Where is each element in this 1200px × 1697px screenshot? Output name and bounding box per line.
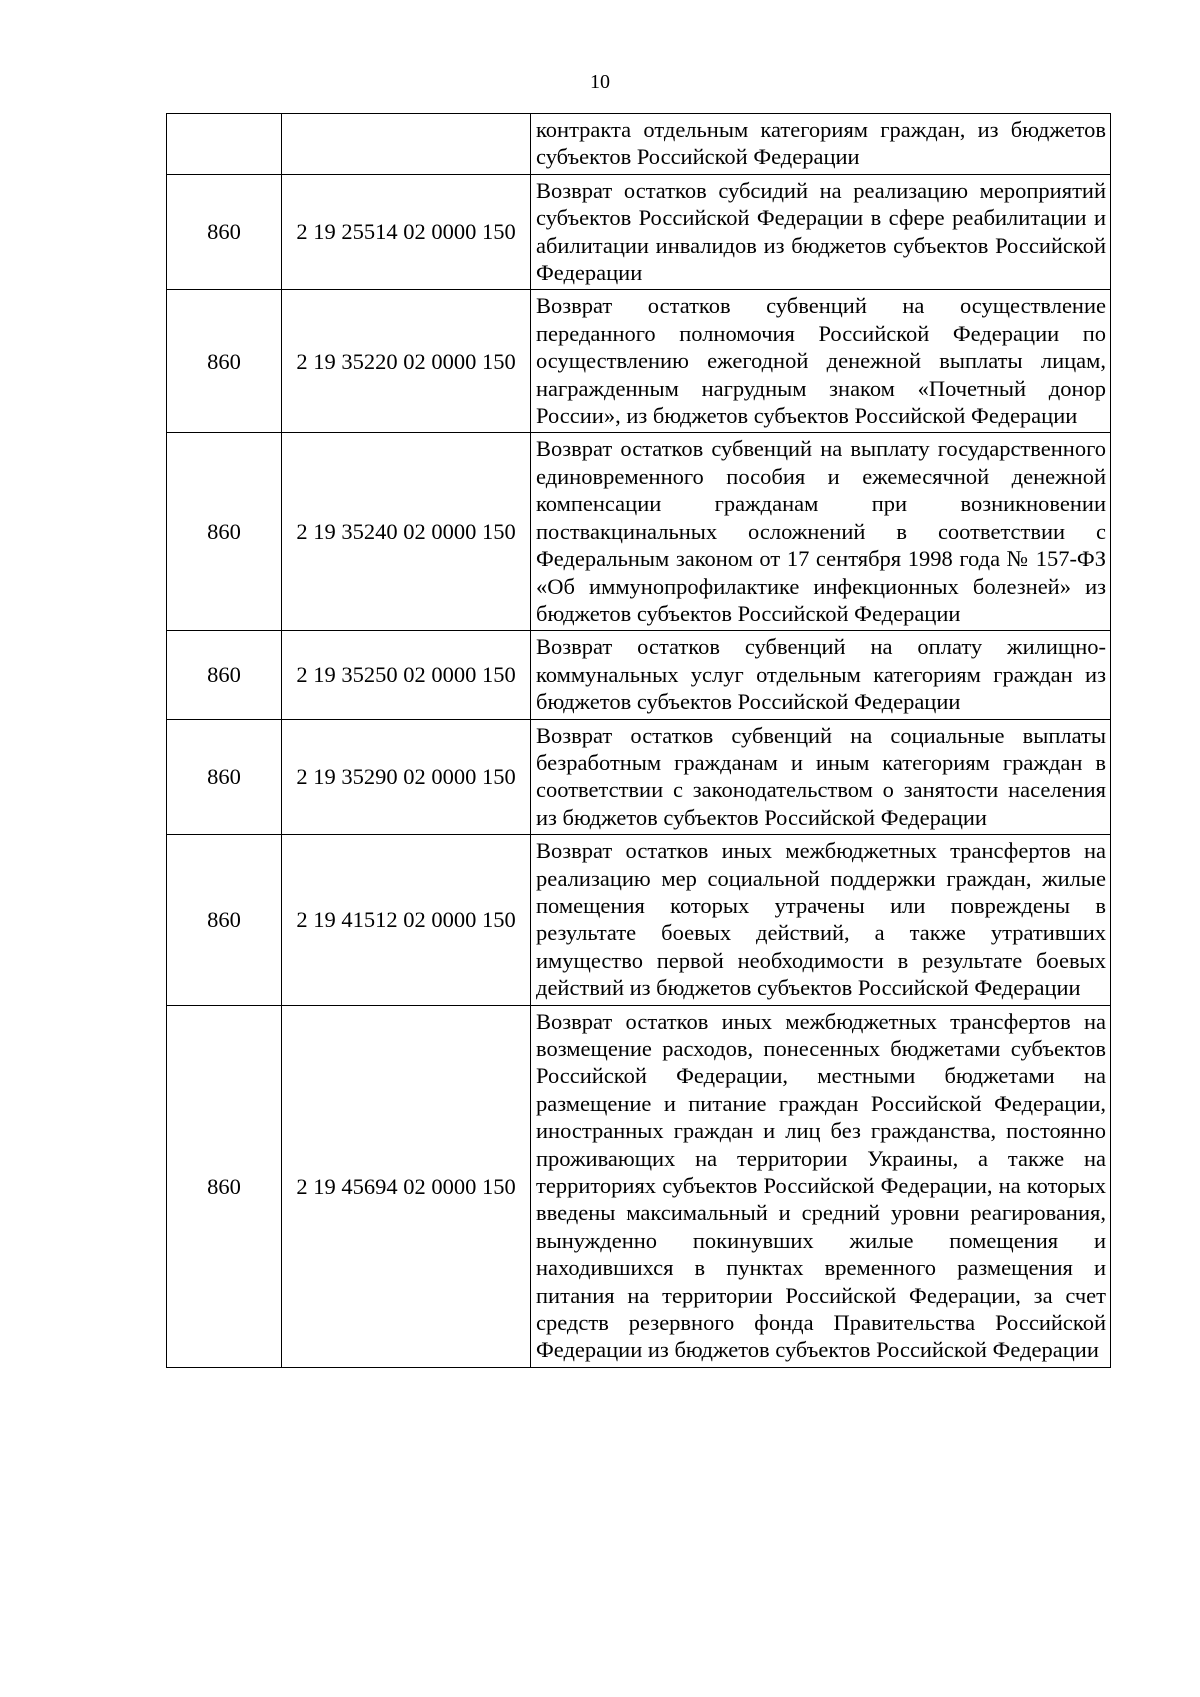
description-cell: Возврат остатков субсидий на реализацию мероприятий субъектов Российской Федерации в сфере реабилитации и абилитации инвалидов из бюджетов субъектов Российской Федерации [531, 174, 1111, 290]
budget-code-cell: 2 19 35240 02 0000 150 [282, 433, 531, 631]
table-row [167, 835, 1111, 1005]
description-cell: Возврат остатков субвенций на выплату государственного единовременного пособия и ежемесячной денежной компенсации гражданам при возникновении поствакцинальных осложнений в соответствии с Федеральным законом от 17 сентября 1998 года № 157-ФЗ «Об иммунопрофилактике инфекционных болезней» из бюджетов субъектов Российской Федерации [531, 433, 1111, 631]
table-row [167, 290, 1111, 433]
table-row [167, 719, 1111, 835]
table-row [167, 174, 1111, 290]
description-cell: Возврат остатков иных межбюджетных трансфертов на возмещение расходов, понесенных бюджетами субъектов Российской Федерации, местными бюджетами на размещение и питание граждан Российской Федерации, иностранных граждан и лиц без гражданства, постоянно проживающих на территории Украины, а также на территориях субъектов Российской Федерации, на которых введены максимальный и средний уровни реагирования, вынужденно покинувших жилые помещения и находившихся в пунктах временного размещения и питания на территории Российской Федерации, за счет средств резервного фонда Правительства Российской Федерации из бюджетов субъектов Российской Федерации [531, 1005, 1111, 1367]
budget-code-cell: 2 19 35290 02 0000 150 [282, 719, 531, 835]
page-number: 10 [590, 71, 610, 93]
table-row [167, 114, 1111, 175]
admin-code-cell: 860 [167, 290, 282, 433]
budget-code-cell: 2 19 41512 02 0000 150 [282, 835, 531, 1005]
admin-code-cell: 860 [167, 631, 282, 719]
table-row [167, 1005, 1111, 1367]
admin-code-cell: 860 [167, 835, 282, 1005]
admin-code-cell: 860 [167, 719, 282, 835]
admin-code-cell [167, 114, 282, 175]
budget-codes-table [166, 113, 1111, 1368]
budget-code-cell: 2 19 35250 02 0000 150 [282, 631, 531, 719]
budget-code-cell: 2 19 25514 02 0000 150 [282, 174, 531, 290]
description-cell: Возврат остатков субвенций на оплату жилищно-коммунальных услуг отдельным категориям граждан из бюджетов субъектов Российской Федерации [531, 631, 1111, 719]
admin-code-cell: 860 [167, 174, 282, 290]
description-cell: Возврат остатков иных межбюджетных трансфертов на реализацию мер социальной поддержки граждан, жилые помещения которых утрачены или повреждены в результате боевых действий, а также утративших имущество первой необходимости в результате боевых действий из бюджетов субъектов Российской Федерации [531, 835, 1111, 1005]
budget-code-cell [282, 114, 531, 175]
admin-code-cell: 860 [167, 433, 282, 631]
admin-code-cell: 860 [167, 1005, 282, 1367]
description-cell: Возврат остатков субвенций на социальные выплаты безработным гражданам и иным категориям граждан в соответствии с законодательством о занятости населения из бюджетов субъектов Российской Федерации [531, 719, 1111, 835]
description-cell: контракта отдельным категориям граждан, из бюджетов субъектов Российской Федерации [531, 114, 1111, 175]
description-cell: Возврат остатков субвенций на осуществление переданного полномочия Российской Федерации по осуществлению ежегодной денежной выплаты лицам, награжденным нагрудным знаком «Почетный донор России», из бюджетов субъектов Российской Федерации [531, 290, 1111, 433]
table-row [167, 433, 1111, 631]
table-row [167, 631, 1111, 719]
budget-code-cell: 2 19 45694 02 0000 150 [282, 1005, 531, 1367]
budget-code-cell: 2 19 35220 02 0000 150 [282, 290, 531, 433]
